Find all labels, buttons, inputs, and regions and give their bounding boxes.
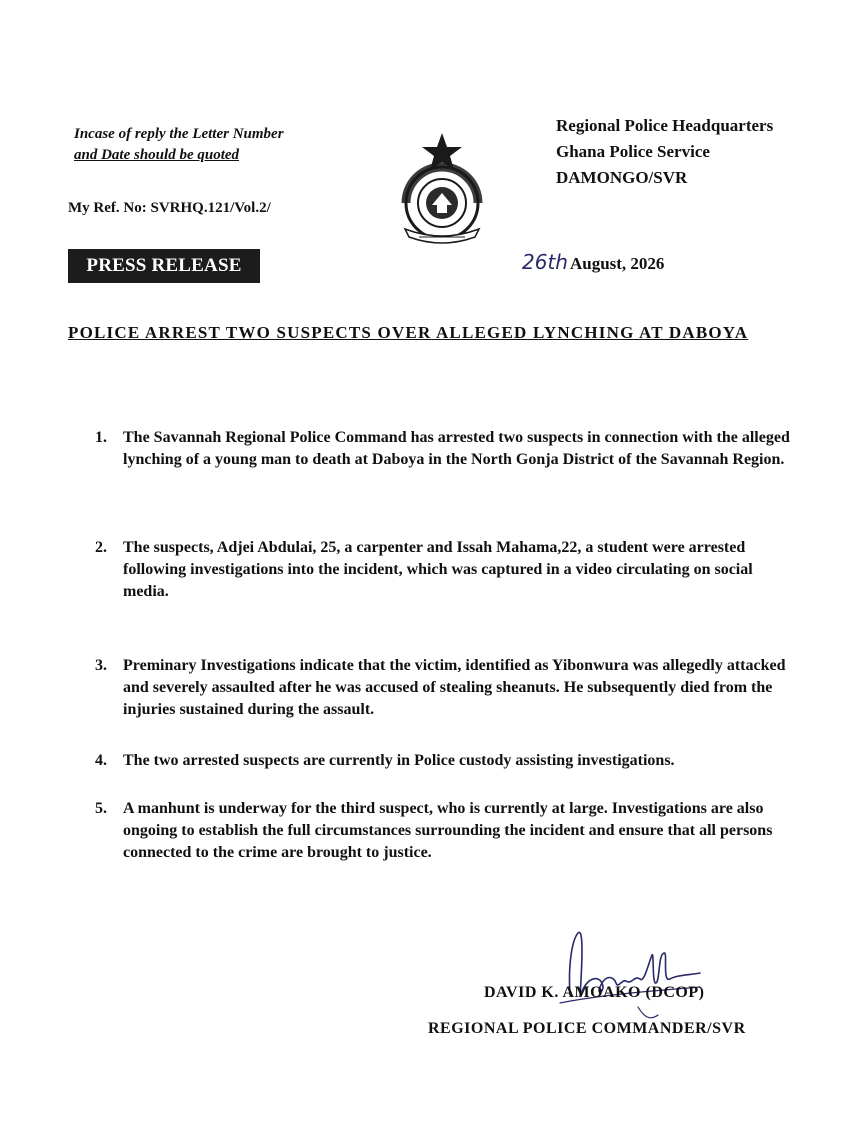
reply-note-line-2: and Date should be quoted	[74, 147, 240, 163]
handwritten-signature-icon	[540, 925, 710, 1035]
headquarters-address	[556, 113, 773, 191]
press-release-label: PRESS RELEASE	[68, 249, 260, 283]
paragraph-text: The suspects, Adjei Abdulai, 25, a carpenter and Issah Mahama,22, a student were arrested following investigations into the incident, which was captured in a video circulating on social media.	[123, 539, 753, 600]
paragraph-text: Preminary Investigations indicate that the victim, identified as Yibonwura was allegedly attacked and severely assaulted after he was accused of stealing sheanuts. He subsequently died from the injuries sustained during the assault.	[123, 657, 786, 718]
paragraph-5	[95, 798, 795, 864]
reference-number: My Ref. No: SVRHQ.121/Vol.2/	[68, 200, 271, 216]
paragraph-1	[95, 427, 795, 471]
signatory-title: REGIONAL POLICE COMMANDER/SVR	[428, 1020, 746, 1037]
paragraph-2	[95, 537, 795, 603]
paragraph-4	[95, 750, 795, 772]
address-line-2: Ghana Police Service	[556, 142, 710, 161]
date-handwritten-day: 26th	[522, 250, 568, 274]
release-date	[522, 250, 664, 274]
paragraph-number: 3.	[95, 657, 107, 674]
paragraph-text: The Savannah Regional Police Command has arrested two suspects in connection with the alleged lynching of a young man to death at Daboya in the North Gonja District of the Savannah Region.	[123, 429, 790, 468]
reply-instruction-note	[74, 124, 344, 166]
paragraph-text: The two arrested suspects are currently in Police custody assisting investigations.	[123, 752, 675, 769]
paragraph-number: 5.	[95, 800, 107, 817]
address-line-3: DAMONGO/SVR	[556, 168, 688, 187]
reply-note-line-1: Incase of reply the Letter Number	[74, 126, 284, 142]
paragraph-number: 2.	[95, 539, 107, 556]
paragraph-number: 1.	[95, 429, 107, 446]
address-line-1: Regional Police Headquarters	[556, 116, 774, 135]
paragraph-3	[95, 655, 795, 721]
paragraph-text: A manhunt is underway for the third suspect, who is currently at large. Investigations are also ongoing to establish the full circumstances surrounding the incident and ensure that all persons connected to the crime are brought to justice.	[123, 800, 773, 861]
ghana-police-crest-icon	[383, 133, 501, 245]
date-printed: August, 2026	[569, 254, 665, 273]
paragraph-number: 4.	[95, 752, 107, 769]
press-release-headline: POLICE ARREST TWO SUSPECTS OVER ALLEGED LYNCHING AT DABOYA	[68, 323, 749, 342]
signatory-name: DAVID K. AMOAKO (DCOP)	[484, 984, 705, 1001]
